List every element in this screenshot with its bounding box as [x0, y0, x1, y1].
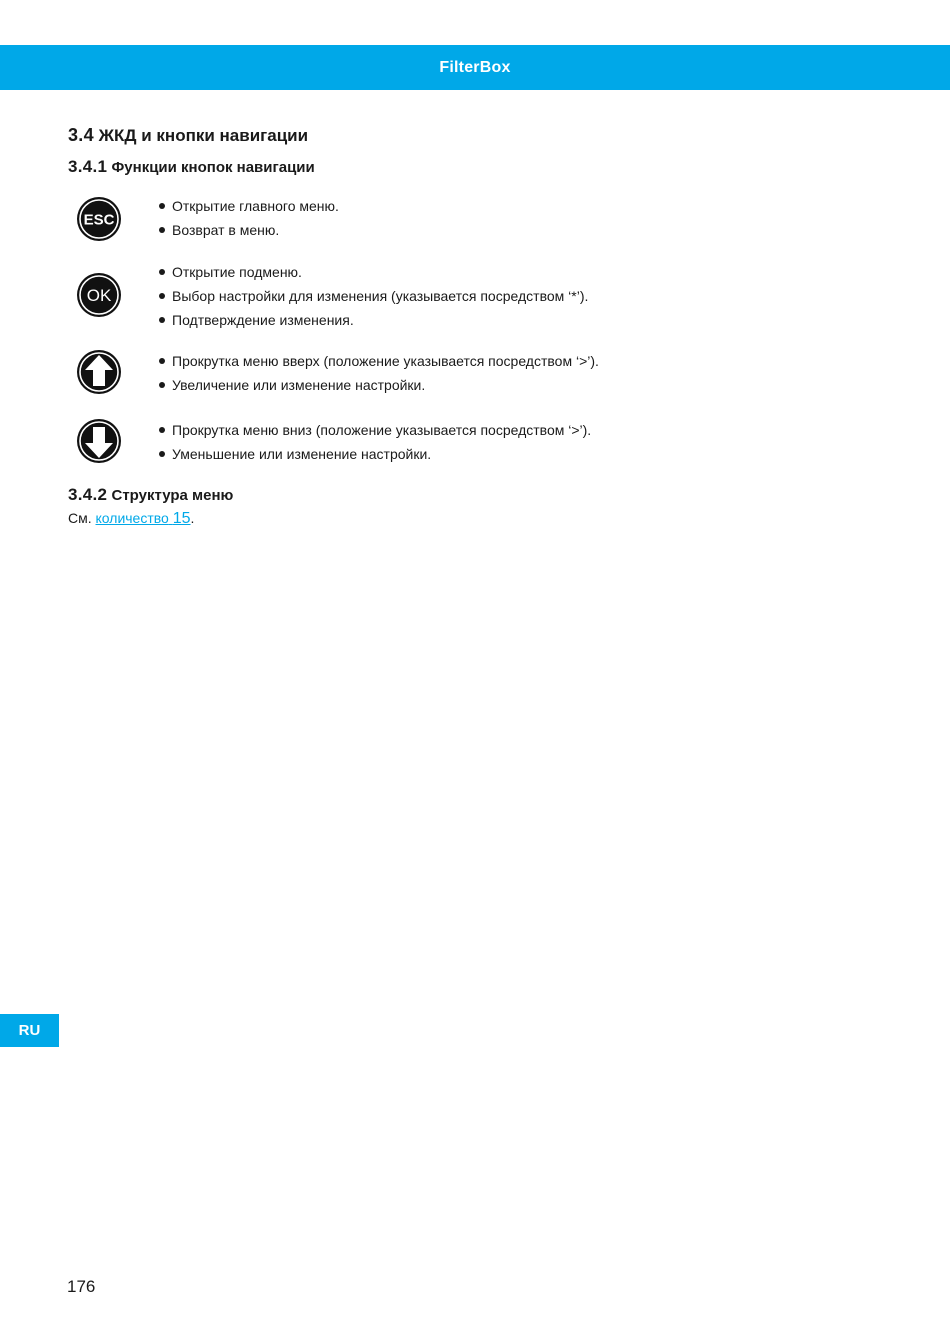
reference-line — [68, 510, 194, 528]
list-item: Открытие главного меню. — [158, 194, 339, 218]
list-item: Уменьшение или изменение настройки. — [158, 442, 591, 466]
subsection-title: Структура меню — [111, 487, 234, 504]
esc-bullet-list — [158, 194, 339, 242]
down-bullet-list — [158, 418, 591, 466]
header-bar — [0, 45, 950, 90]
reference-link[interactable] — [96, 510, 191, 526]
ok-button-label: OK — [86, 286, 112, 305]
page-number: 176 — [67, 1277, 96, 1296]
list-item: Прокрутка меню вверх (положение указывается посредством ‘>’). — [158, 349, 599, 373]
subsection-heading-structure — [68, 485, 233, 505]
subsection-number: 3.4.2 — [68, 485, 108, 504]
ok-bullet-list — [158, 260, 588, 332]
list-item: Возврат в меню. — [158, 218, 339, 242]
subsection-number: 3.4.1 — [68, 157, 108, 176]
list-item: Увеличение или изменение настройки. — [158, 373, 599, 397]
reference-link-page: 15 — [172, 510, 191, 527]
reference-prefix: См. — [68, 510, 92, 526]
reference-link-text: количество — [95, 510, 169, 526]
up-bullet-list — [158, 349, 599, 397]
reference-suffix: . — [190, 510, 195, 526]
header-title: FilterBox — [439, 58, 511, 76]
list-item: Прокрутка меню вниз (положение указывается посредством ‘>’). — [158, 418, 591, 442]
subsection-title: Функции кнопок навигации — [111, 159, 315, 176]
section-number: 3.4 — [68, 125, 94, 145]
esc-button-label: ESC — [83, 211, 115, 229]
section-heading — [68, 125, 308, 146]
list-item: Подтверждение изменения. — [158, 308, 588, 332]
arrow-up-button-icon — [76, 349, 122, 395]
esc-button-icon — [76, 196, 122, 242]
section-title: ЖКД и кнопки навигации — [98, 126, 309, 145]
list-item: Открытие подменю. — [158, 260, 588, 284]
list-item: Выбор настройки для изменения (указывается посредством ‘*’). — [158, 284, 588, 308]
arrow-down-button-icon — [76, 418, 122, 464]
language-tab: RU — [0, 1014, 59, 1047]
ok-button-icon — [76, 272, 122, 318]
subsection-heading-functions — [68, 157, 315, 177]
